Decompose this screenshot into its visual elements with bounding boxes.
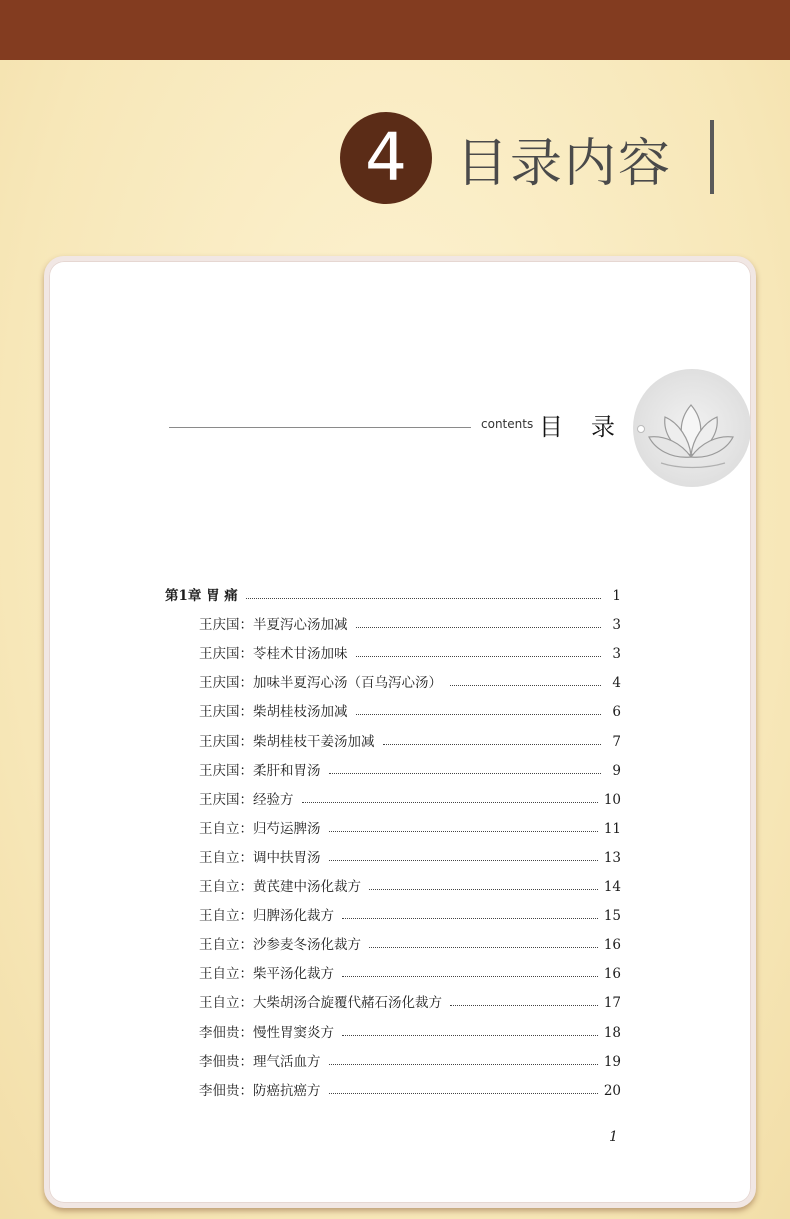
toc-entry[interactable]: [165, 754, 621, 783]
toc-entry[interactable]: [165, 957, 621, 986]
toc-entry[interactable]: [165, 666, 621, 695]
toc-page-number: 18: [603, 1024, 621, 1041]
top-banner: [0, 0, 790, 60]
toc-page-number: 19: [603, 1053, 621, 1070]
toc-leader: [329, 1064, 598, 1065]
toc-page-number: 11: [603, 820, 621, 837]
contents-label-zh: 目录: [539, 413, 643, 441]
toc-entry[interactable]: [165, 928, 621, 957]
toc-label: 第1章 胃 痛: [165, 588, 238, 605]
toc-label: 王自立：柴平汤化裁方: [199, 966, 334, 983]
section-number-badge: 4: [340, 112, 432, 204]
lotus-icon: [633, 369, 751, 487]
toc-page-number: 1: [612, 588, 621, 605]
toc-entry[interactable]: [165, 1015, 621, 1044]
toc-leader: [329, 773, 602, 774]
toc-entry[interactable]: [165, 986, 621, 1015]
toc-page-number: 3: [612, 617, 621, 634]
toc-leader: [356, 656, 602, 657]
section-title: 目录内容: [456, 133, 673, 194]
toc-leader: [450, 685, 601, 686]
toc-leader: [246, 598, 601, 599]
toc-entry[interactable]: [165, 870, 621, 899]
toc-page-number: 17: [603, 995, 621, 1012]
toc-page-number: 15: [603, 908, 621, 925]
toc-page-number: 4: [612, 675, 621, 692]
toc-label: 王庆国：半夏泻心汤加减: [199, 617, 348, 634]
toc-leader: [369, 889, 598, 890]
toc-label: 李佃贵：慢性胃窦炎方: [199, 1024, 334, 1041]
toc-leader: [329, 860, 598, 861]
toc-entry[interactable]: [165, 608, 621, 637]
toc-page-number: 7: [612, 733, 621, 750]
lotus-drawing: [633, 369, 751, 487]
toc-page-number: 14: [603, 879, 621, 896]
toc-label: 王庆国：苓桂术甘汤加味: [199, 646, 348, 663]
toc-label: 王庆国：柴胡桂枝干姜汤加减: [199, 733, 375, 750]
toc-list: [165, 579, 621, 1103]
heading-divider: [710, 120, 714, 194]
toc-leader: [356, 627, 602, 628]
toc-label: 王庆国：柴胡桂枝汤加减: [199, 704, 348, 721]
toc-leader: [383, 744, 602, 745]
toc-chapter[interactable]: [165, 579, 621, 608]
toc-label: 王自立：沙参麦冬汤化裁方: [199, 937, 361, 954]
toc-label: 王自立：黄芪建中汤化裁方: [199, 879, 361, 896]
toc-leader: [369, 947, 598, 948]
toc-leader: [342, 1035, 598, 1036]
toc-label: 王庆国：加味半夏泻心汤（百乌泻心汤）: [199, 675, 442, 692]
section-heading: [340, 110, 672, 206]
toc-leader: [342, 976, 598, 977]
toc-label: 王自立：归芍运脾汤: [199, 820, 321, 837]
toc-page: [44, 256, 756, 1208]
toc-label: 王自立：大柴胡汤合旋覆代赭石汤化裁方: [199, 995, 442, 1012]
toc-entry[interactable]: [165, 724, 621, 753]
toc-page-number: 10: [603, 791, 621, 808]
toc-page-number: 13: [603, 849, 621, 866]
toc-entry[interactable]: [165, 1074, 621, 1103]
toc-label: 王庆国：柔肝和胃汤: [199, 762, 321, 779]
toc-entry[interactable]: [165, 841, 621, 870]
toc-label: 王庆国：经验方: [199, 791, 294, 808]
toc-entry[interactable]: [165, 899, 621, 928]
toc-page-number: 9: [612, 762, 621, 779]
toc-label: 王自立：归脾汤化裁方: [199, 908, 334, 925]
toc-leader: [356, 714, 602, 715]
contents-rule: [169, 427, 471, 428]
toc-page-number: 16: [603, 937, 621, 954]
page-number: 1: [609, 1129, 618, 1145]
toc-leader: [329, 831, 598, 832]
toc-page-number: 16: [603, 966, 621, 983]
toc-entry[interactable]: [165, 812, 621, 841]
toc-label: 李佃贵：防癌抗癌方: [199, 1082, 321, 1099]
toc-label: 王自立：调中扶胃汤: [199, 849, 321, 866]
toc-entry[interactable]: [165, 695, 621, 724]
toc-leader: [342, 918, 598, 919]
toc-entry[interactable]: [165, 1045, 621, 1074]
toc-page-number: 20: [603, 1082, 621, 1099]
toc-entry[interactable]: [165, 783, 621, 812]
toc-page-number: 6: [612, 704, 621, 721]
toc-leader: [329, 1093, 598, 1094]
toc-label: 李佃贵：理气活血方: [199, 1053, 321, 1070]
toc-leader: [450, 1005, 598, 1006]
contents-label-en: contents: [481, 417, 534, 431]
toc-leader: [302, 802, 598, 803]
toc-entry[interactable]: [165, 637, 621, 666]
toc-page-number: 3: [612, 646, 621, 663]
